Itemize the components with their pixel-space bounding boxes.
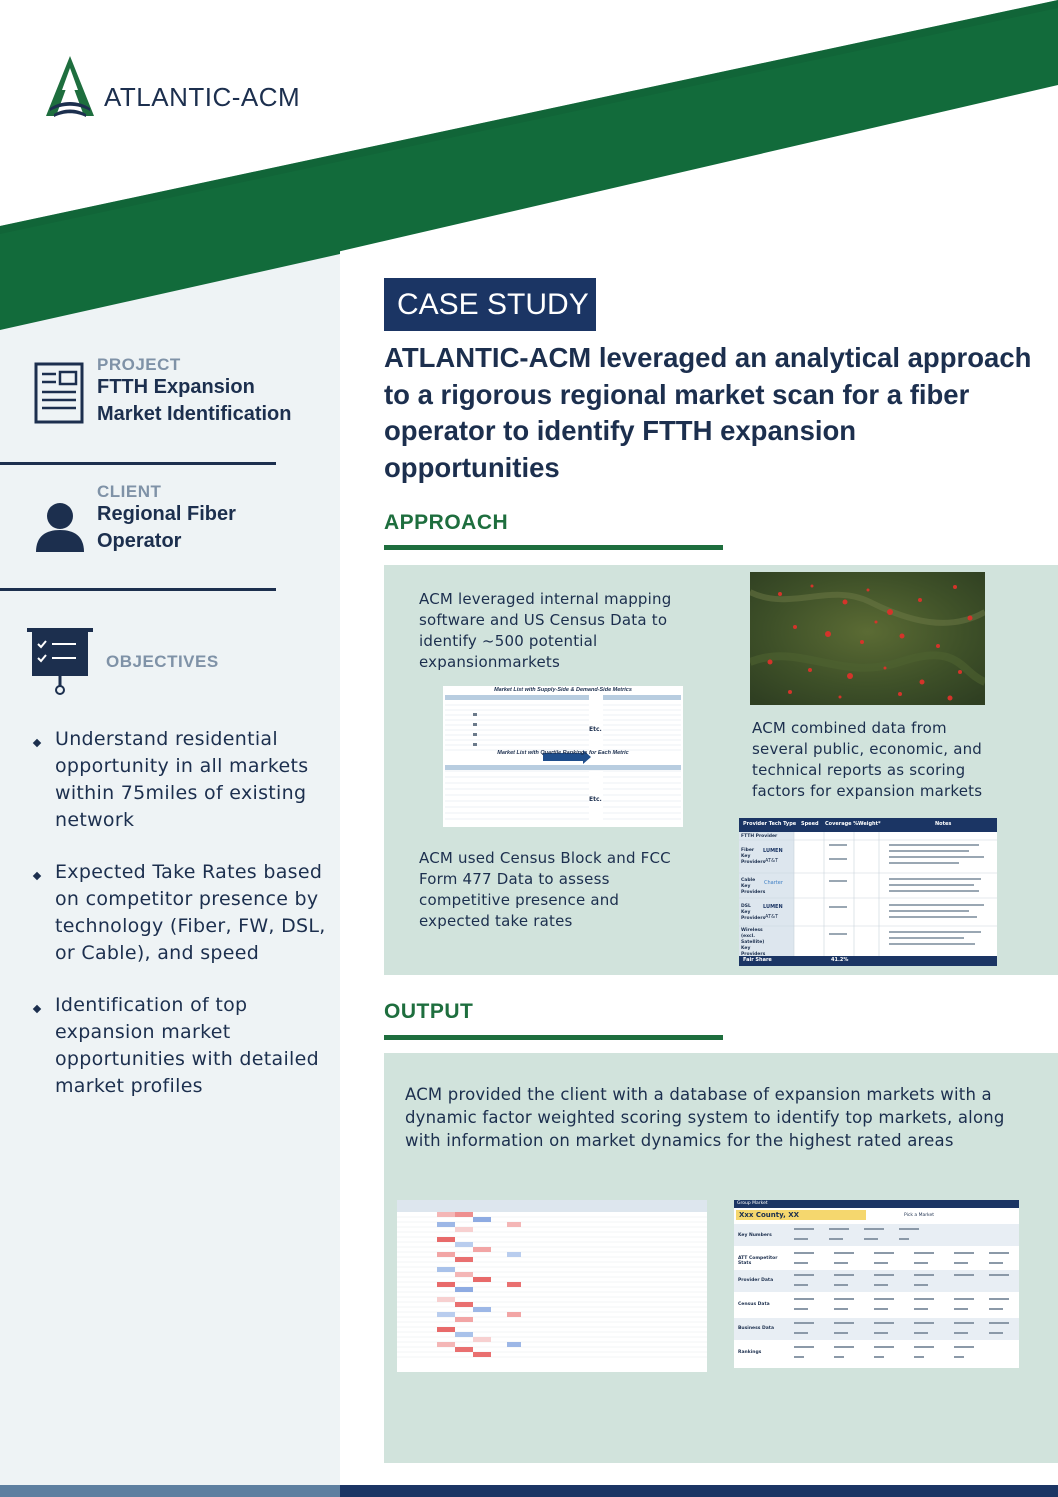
profile-header-bar [734,1200,1019,1208]
output-rule [384,1035,723,1040]
brand-lumen: LUMEN [763,848,783,854]
approach-rule [384,545,723,550]
profile-grid [734,1224,1019,1368]
provider-table-grid [739,818,997,966]
brand-charter: Charter [764,880,783,886]
header-weight: Weight* [858,821,881,827]
provider-row-dsl: DSL Key Providers [741,904,766,921]
sidebar-divider [0,462,276,465]
document-icon [34,362,84,424]
client-value-line: Operator [97,530,182,552]
header-speed: Speed [801,821,819,827]
output-text: ACM provided the client with a database of expansion markets with a dynamic factor weighted scoring system to identify top markets, along with information on market dynamics for the highest rated areas [405,1085,1005,1150]
approach-text-census: ACM used Census Block and FCC Form 477 Data to assess competitive presence and expected take rates [419,849,671,930]
market-profile-image [734,1200,1019,1368]
market-database-image [397,1200,707,1372]
project-label: PROJECT [97,355,181,374]
objective-item: Identification of top expansion market opportunities with detailed market profiles [30,992,330,1100]
profile-pick-label: Pick a Market [904,1213,935,1218]
profile-section-label: Key Numbers [738,1233,772,1238]
client-value [97,501,236,555]
project-value-line: Market Identification [97,403,292,425]
client-label: CLIENT [97,482,162,501]
logo-mark-icon [44,56,96,118]
approach-heading: APPROACH [384,511,509,534]
provider-row-cable: Cable Key Providers [741,878,766,895]
objective-item: Understand residential opportunity in all markets within 75miles of existing network [30,726,330,834]
person-icon [34,502,86,552]
output-heading: OUTPUT [384,1000,474,1023]
etc-label: Etc. [589,726,602,733]
sidebar-divider [0,588,276,591]
objective-item: Expected Take Rates based on competitor presence by technology (Fiber, FW, DSL, or Cable), and speed [30,859,330,967]
banner-overlay [0,240,340,340]
project-value [97,374,291,428]
checklist-board-icon [26,626,94,696]
approach-text-mapping: ACM leveraged internal mapping software and US Census Data to identify ~500 potential expansionmarkets [419,590,672,671]
profile-county: Xxx County, XX [739,1211,800,1219]
objectives-list [30,726,330,1125]
objectives-label: OBJECTIVES [106,652,219,671]
case-study-tag: CASE STUDY [384,278,596,331]
etc-label: Etc. [589,796,602,803]
logo-wordmark: ATLANTIC-ACM [104,82,301,112]
project-value-line: FTTH Expansion [97,376,255,398]
regional-map-image [750,572,985,705]
provider-row-fiber: Fiber Key Providers [741,848,766,865]
profile-section-label: Rankings [738,1350,762,1355]
profile-section-label: ATT Competitor Stats [738,1256,778,1266]
provider-weight-table-image [739,818,997,966]
client-value-line: Regional Fiber [97,503,236,525]
header-tech: Provider Tech Type [743,821,797,827]
profile-group-label: Group Market [737,1201,768,1206]
header-notes: Notes [935,821,952,827]
headline: ATLANTIC-ACM leveraged an analytical approach to a rigorous regional market scan for a fiber operator to identify FTTH expansion opportunities [384,342,1032,483]
header-coverage: Coverage % [825,821,859,827]
quartile-list-title: Market List with Quartile Rankings for Each Metric [497,750,629,756]
approach-text-scoring: ACM combined data from several public, economic, and technical reports as scoring factors for expansion markets [752,719,983,800]
profile-section-label: Census Data [738,1302,770,1307]
provider-row-ftth: FTTH Provider [741,834,778,839]
brand-att: AT&T [765,858,779,864]
profile-section-label: Business Data [738,1326,774,1331]
brand-att: AT&T [765,914,779,920]
market-list-grid [443,693,683,825]
market-list-table-image [443,686,683,827]
market-list-title: Market List with Supply-Side & Demand-Side Metrics [494,687,632,693]
footer-bar-accent [0,1485,340,1497]
brand-lumen: LUMEN [763,904,783,910]
fair-share-value: 41.2% [831,957,849,963]
profile-section-label: Provider Data [738,1278,774,1283]
provider-row-wireless: Wireless (excl. Satellite) Key Providers [741,928,766,957]
market-database-grid [397,1200,707,1372]
fair-share-label: Fair Share [743,957,772,963]
